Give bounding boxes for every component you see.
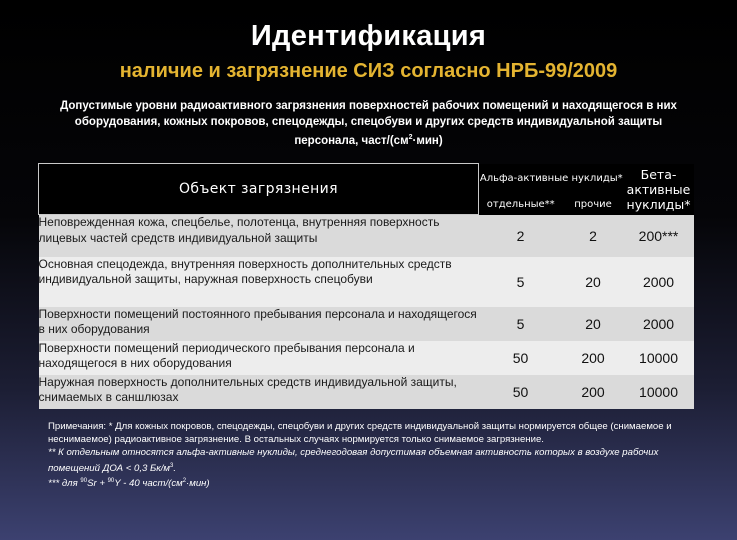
row-alpha-individual: 50 [479,341,563,375]
note-1: Примечания: * Для кожных покровов, спецодежды, спецобуви и других средств индивидуальной защиты нормируется общее (снимаемое и неснимаемое) радиоактивное загрязнение. В остальных случаях нормируется только снимаемое загрязнение. [48,421,672,446]
row-alpha-other: 20 [563,307,624,341]
note-2-text: ** К отдельным относятся альфа-активные нуклиды, среднегодовая допустимая объемная активность которых в воздухе рабочих помещений ДОА < 0,3 Бк/м [48,447,659,474]
row-alpha-individual: 5 [479,307,563,341]
note-2 [48,446,698,475]
intro-paragraph [50,98,687,149]
header-beta: Бета-активные нуклиды* [624,164,694,215]
row-beta: 10000 [624,341,694,375]
row-object: Неповрежденная кожа, спецбелье, полотенца, внутренняя поверхность лицевых частей средств индивидуальной защиты [39,215,479,257]
row-alpha-other: 20 [563,257,624,307]
row-beta: 2000 [624,257,694,307]
table-row [39,341,694,375]
notes-block [48,420,698,490]
row-beta: 10000 [624,375,694,409]
table-row [39,375,694,409]
header-alpha-individual: отдельные** [479,195,563,214]
table-row [39,215,694,257]
slide-title: Идентификация [250,20,487,52]
row-object: Поверхности помещений периодического пребывания персонала и находящегося в них оборудования [39,341,479,375]
header-object: Объект загрязнения [39,164,479,215]
row-alpha-other: 2 [563,215,624,257]
note-3-superscript-1: 90 [80,478,88,484]
note-3-superscript-2: 90 [107,478,115,484]
row-alpha-individual: 50 [479,375,563,409]
row-alpha-individual: 2 [479,215,563,257]
intro-superscript: 2 [408,134,413,141]
note-3-superscript-3: 2 [182,478,187,484]
row-alpha-other: 200 [563,375,624,409]
note-3-text-d: ·мин) [186,478,210,490]
row-object: Наружная поверхность дополнительных средств индивидуальной защиты, снимаемых в саншлюзах [39,375,479,409]
row-beta: 200*** [624,215,694,257]
table-row [39,307,694,341]
note-3-text-c: Y - 40 част/(см [114,478,183,490]
note-3 [48,475,698,490]
header-alpha-other: прочие [563,195,624,214]
header-alpha: Альфа-активные нуклиды* [479,164,624,196]
note-3-text-a: *** для [48,478,81,490]
contamination-table [38,163,694,409]
intro-text-end: ·мин) [412,134,443,147]
row-alpha-other: 200 [563,341,624,375]
table-row [39,257,694,307]
note-2-superscript: 3 [170,462,174,469]
row-object: Поверхности помещений постоянного пребывания персонала и находящегося в них оборудования [39,307,479,341]
row-object: Основная спецодежда, внутренняя поверхность дополнительных средств индивидуальной защиты, наружная поверхность спецобуви [39,257,479,307]
note-3-text-b: Sr + [87,478,108,490]
row-beta: 2000 [624,307,694,341]
intro-text: Допустимые уровни радиоактивного загрязнения поверхностей рабочих помещений и находящегося в них оборудования, кожных покровов, спецодежды, спецобуви и других средств индивидуальной защиты персонала, част/(см [60,100,677,147]
note-2-end: . [173,462,177,474]
slide-subtitle: наличие и загрязнение СИЗ согласно НРБ-99/2009 [119,60,618,82]
row-alpha-individual: 5 [479,257,563,307]
